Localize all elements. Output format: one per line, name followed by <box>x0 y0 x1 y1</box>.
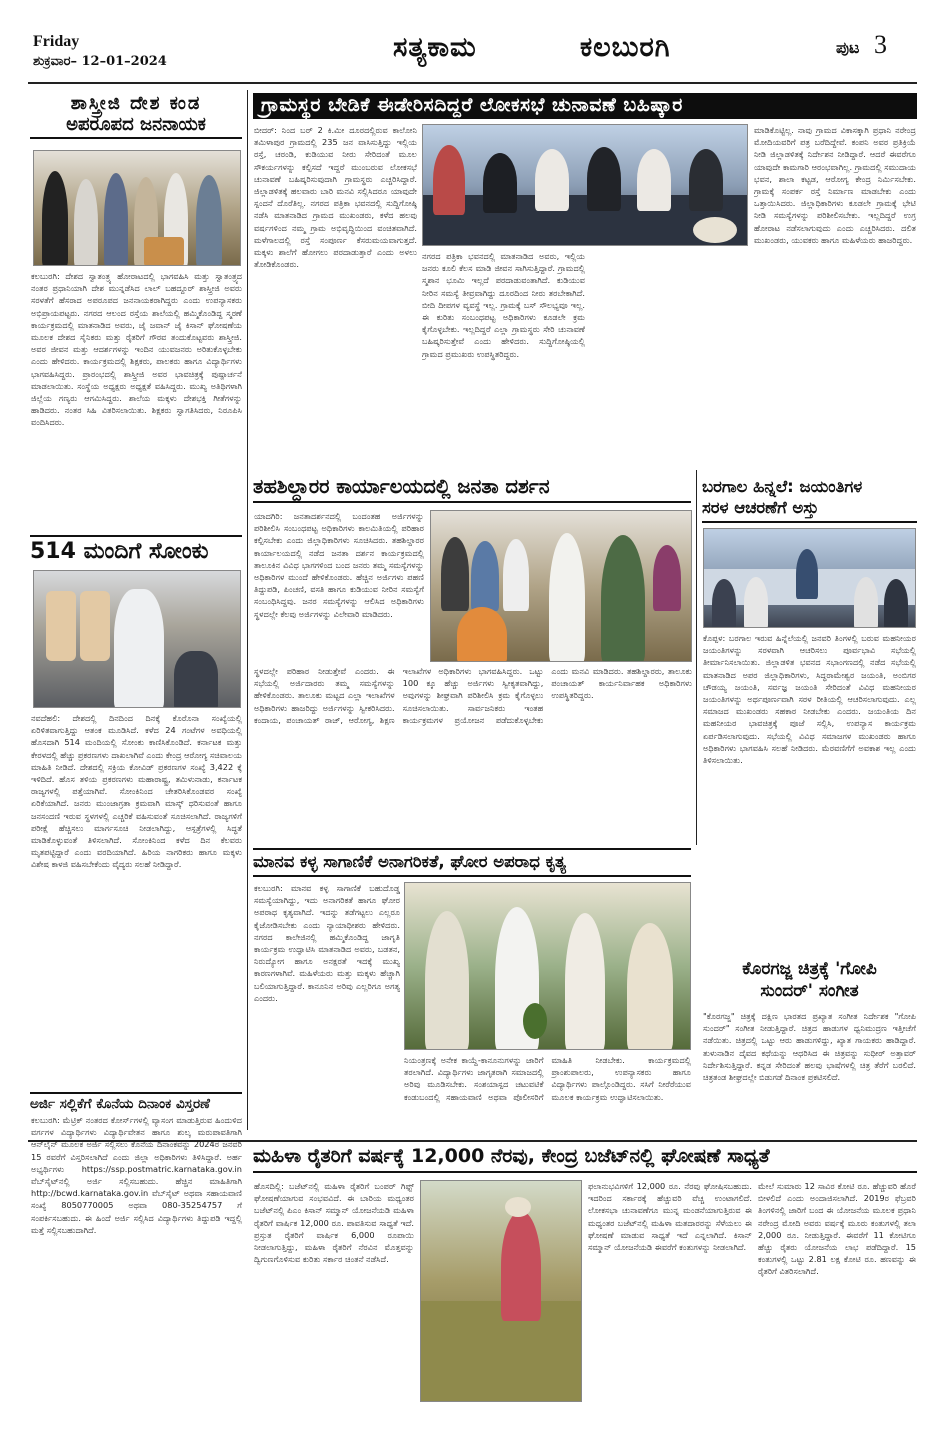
boycott-body-left: ಬೀದರ್: ನಿಂದ ಬರ್ 2 ಕಿ.ಮೀ ದೂರದಲ್ಲಿರುವ ಕಾಲೋನಿ ತಮಿಳಾಪುರ ಗ್ರಾಮದಲ್ಲಿ 235 ಜನ ವಾಸಿಸುತ್ತಿದ್ದು ಇಲ್ಲಿಯ ರಸ್ತೆ, ಚರಂಡಿ, ಕುಡಿಯುವ ನೀರು ಸೇರಿದಂತೆ ಮೂಲ ಸೌಕರ್ಯಗಳನ್ನು ಕಲ್ಪಿಸದೆ ಇದ್ದರೆ ಮುಂಬರುವ ಲೋಕಸಭೆ ಚುನಾವಣೆ ಬಹಿಷ್ಕರಿಸುವುದಾಗಿ ಗ್ರಾಮಸ್ಥರು ಎಚ್ಚರಿಸಿದ್ದಾರೆ. ಜಿಲ್ಲಾಡಳಿತಕ್ಕೆ ಹಲವಾರು ಬಾರಿ ಮನವಿ ಸಲ್ಲಿಸಿದರೂ ಯಾವುದೇ ಸ್ಪಂದನೆ ದೊರೆತಿಲ್ಲ. ನಗರದ ಪತ್ರಿಕಾ ಭವನದಲ್ಲಿ ಸುದ್ದಿಗೋಷ್ಠಿ ನಡೆಸಿ ಮಾತನಾಡಿದ ಗ್ರಾಮದ ಮುಖಂಡರು, ಕಳೆದ ಹಲವು ವರ್ಷಗಳಿಂದ ನಮ್ಮ ಗ್ರಾಮ ಅಭಿವೃದ್ಧಿಯಿಂದ ವಂಚಿತವಾಗಿದೆ. ಮಳೆಗಾಲದಲ್ಲಿ ರಸ್ತೆ ಸಂಪೂರ್ಣ ಕೆಸರುಮಯವಾಗುತ್ತದೆ. ಮಕ್ಕಳು ಶಾಲೆಗೆ ಹೋಗಲು ಪರದಾಡುತ್ತಾರೆ ಎಂದು ಅಳಲು ತೋಡಿಕೊಂಡರು. <box>254 125 417 270</box>
gopi-headline <box>702 958 917 1002</box>
covid-headline: 514 ಮಂದಿಗೆ ಸೋಂಕು <box>30 535 242 564</box>
gopi-headline-line2: ಸುಂದರ್' ಸಂಗೀತ <box>760 981 859 1002</box>
trafficking-body-right: ನಿಯಂತ್ರಣಕ್ಕೆ ಅನೇಕ ಕಾಯ್ದೆ-ಕಾನೂನುಗಳನ್ನು ಜಾರಿಗೆ ತರಲಾಗಿದೆ. ವಿದ್ಯಾರ್ಥಿಗಳು ಜಾಗೃತರಾಗಿ ಸಮಾಜದಲ್ಲಿ ಅರಿವು ಮೂಡಿಸಬೇಕು. ಸಂಶಯಾಸ್ಪದ ಚಟುವಟಿಕೆ ಕಂಡುಬಂದಲ್ಲಿ ಸಹಾಯವಾಣಿ ಅಥವಾ ಪೊಲೀಸರಿಗೆ ಮಾಹಿತಿ ನೀಡಬೇಕು. ಕಾರ್ಯಕ್ರಮದಲ್ಲಿ ಪ್ರಾಂಶುಪಾಲರು, ಉಪನ್ಯಾಸಕರು ಹಾಗೂ ವಿದ್ಯಾರ್ಥಿಗಳು ಪಾಲ್ಗೊಂಡಿದ್ದರು. ಸಸಿಗೆ ನೀರೆರೆಯುವ ಮೂಲಕ ಕಾರ್ಯಕ್ರಮ ಉದ್ಘಾಟಿಸಲಾಯಿತು. <box>404 1055 691 1102</box>
trafficking-headline: ಮಾನವ ಕಳ್ಳ ಸಾಗಾಣಿಕೆ ಅನಾಗರಿಕತೆ, ಘೋರ ಅಪರಾಧ ಕೃತ್ಯ <box>253 848 691 877</box>
newspaper-name: ಸತ್ಯಕಾಮ <box>393 32 477 63</box>
boycott-body-right: ಮಾಡಿಕೊಟ್ಟಿಲ್ಲ. ನಾವು ಗ್ರಾಮದ ವಿಕಾಸಕ್ಕಾಗಿ ಪ್ರಧಾನಿ ನರೇಂದ್ರ ಮೋದಿಯವರಿಗೆ ಪತ್ರ ಬರೆದಿದ್ದೇವೆ. ಕಂಪನಿ ಅವರ ಪ್ರತಿಕ್ರಿಯೆ ನೀಡಿ ಜಿಲ್ಲಾಡಳಿತಕ್ಕೆ ನಿರ್ದೇಶನ ನೀಡಿದ್ದಾರೆ. ಆದರೆ ಈವರೆಗೂ ಯಾವುದೇ ಕಾಮಗಾರಿ ಆರಂಭವಾಗಿಲ್ಲ. ಗ್ರಾಮದಲ್ಲಿ ಸಮುದಾಯ ಭವನ, ಶಾಲಾ ಕಟ್ಟಡ, ಆರೋಗ್ಯ ಕೇಂದ್ರ ನಿರ್ಮಿಸಬೇಕು. ಗ್ರಾಮಕ್ಕೆ ಸಂಪರ್ಕ ರಸ್ತೆ ನಿರ್ಮಾಣ ಮಾಡಬೇಕು ಎಂದು ಒತ್ತಾಯಿಸಿದರು. ಜಿಲ್ಲಾಧಿಕಾರಿಗಳು ಕೂಡಲೇ ಗ್ರಾಮಕ್ಕೆ ಭೇಟಿ ನೀಡಿ ಸಮಸ್ಯೆಗಳನ್ನು ಪರಿಶೀಲಿಸಬೇಕು. ಇಲ್ಲದಿದ್ದರೆ ಉಗ್ರ ಹೋರಾಟ ನಡೆಸಲಾಗುವುದು ಎಂದು ಎಚ್ಚರಿಸಿದರು. ದಲಿತ ಮುಖಂಡರು, ಯುವಕರು ಹಾಗೂ ಮಹಿಳೆಯರು ಹಾಜರಿದ್ದರು. <box>754 125 916 245</box>
women-farmers-body-mid: ಫಲಾನುಭವಿಗಳಿಗೆ 12,000 ರೂ. ನೆರವು ಘೋಷಿಸಬಹುದು. ಇದರಿಂದ ಸರ್ಕಾರಕ್ಕೆ ಹೆಚ್ಚುವರಿ ವೆಚ್ಚ ಉಂಟಾಗಲಿದೆ. ಲೋಕಸಭಾ ಚುನಾವಣೆಗೂ ಮುನ್ನ ಮಂಡನೆಯಾಗುತ್ತಿರುವ ಈ ಮಧ್ಯಂತರ ಬಜೆಟ್‌ನಲ್ಲಿ ಮಹಿಳಾ ಮತದಾರರನ್ನು ಸೆಳೆಯಲು ಈ ಘೋಷಣೆ ಮಾಡುವ ಸಾಧ್ಯತೆ ಇದೆ ಎನ್ನಲಾಗಿದೆ. ಕಿಸಾನ್ ಸಮ್ಮಾನ್ ಯೋಜನೆಯಡಿ ಈವರೆಗೆ ಕಂತುಗಳನ್ನು ನೀಡಲಾಗಿದೆ. <box>588 1181 752 1253</box>
hostel-headline: ಅರ್ಜಿ ಸಲ್ಲಿಕೆಗೆ ಕೊನೆಯ ದಿನಾಂಕ ವಿಸ್ತರಣೆ <box>30 1092 242 1113</box>
covid-body: ನವದೆಹಲಿ: ದೇಶದಲ್ಲಿ ದಿನದಿಂದ ದಿನಕ್ಕೆ ಕೊರೊನಾ ಸಂಖ್ಯೆಯಲ್ಲಿ ಏರಿಳಿತವಾಗುತ್ತಿದ್ದು ಆತಂಕ ಮೂಡಿಸಿದೆ. ಕಳೆದ 24 ಗಂಟೆಗಳ ಅವಧಿಯಲ್ಲಿ ಹೊಸದಾಗಿ 514 ಮಂದಿಯಲ್ಲಿ ಸೋಂಕು ಕಾಣಿಸಿಕೊಂಡಿದೆ. ಕರ್ನಾಟಕ ಮತ್ತು ಕೇರಳದಲ್ಲಿ ಹೆಚ್ಚು ಪ್ರಕರಣಗಳು ದಾಖಲಾಗಿವೆ ಎಂದು ಕೇಂದ್ರ ಆರೋಗ್ಯ ಸಚಿವಾಲಯ ಮಾಹಿತಿ ನೀಡಿದೆ. ದೇಶದಲ್ಲಿ ಸಕ್ರಿಯ ಕೋವಿಡ್ ಪ್ರಕರಣಗಳ ಸಂಖ್ಯೆ 3,422 ಕ್ಕೆ ಇಳಿದಿದೆ. ಹೊಸ ತಳಿಯ ಪ್ರಕರಣಗಳು ಮಹಾರಾಷ್ಟ್ರ, ತಮಿಳುನಾಡು, ಕರ್ನಾಟಕ ರಾಜ್ಯಗಳಲ್ಲಿ ಪತ್ತೆಯಾಗಿವೆ. ಸೋಂಕಿನಿಂದ ಚೇತರಿಸಿಕೊಂಡವರ ಸಂಖ್ಯೆ ಏರಿಕೆಯಾಗಿದೆ. ಜನರು ಮುಂಜಾಗ್ರತಾ ಕ್ರಮವಾಗಿ ಮಾಸ್ಕ್ ಧರಿಸುವಂತೆ ಹಾಗೂ ಜನಸಂದಣಿ ಇರುವ ಸ್ಥಳಗಳಲ್ಲಿ ಎಚ್ಚರಿಕೆ ವಹಿಸುವಂತೆ ಸೂಚಿಸಲಾಗಿದೆ. ರಾಜ್ಯಗಳಿಗೆ ಪರೀಕ್ಷೆ ಹೆಚ್ಚಿಸಲು ಮಾರ್ಗಸೂಚಿ ನೀಡಲಾಗಿದ್ದು, ಆಸ್ಪತ್ರೆಗಳಲ್ಲಿ ಸಿದ್ಧತೆ ಮಾಡಿಕೊಳ್ಳುವಂತೆ ತಿಳಿಸಲಾಗಿದೆ. ಸೋಂಕಿನಿಂದ ಕಳೆದ ದಿನ ಕೆಲವರು ಮೃತಪಟ್ಟಿದ್ದಾರೆ ಎಂದು ವರದಿಯಾಗಿದೆ. ಹಿರಿಯ ನಾಗರಿಕರು ಹಾಗೂ ಮಕ್ಕಳು ವಿಶೇಷ ಕಾಳಜಿ ವಹಿಸಬೇಕೆಂದು ವೈದ್ಯರು ಸಲಹೆ ನೀಡಿದ್ದಾರೆ. <box>31 713 242 870</box>
tahsildar-body-bottom: ಸ್ಥಳದಲ್ಲೇ ಪರಿಹಾರ ನೀಡುತ್ತೇವೆ ಎಂದರು. ಈ ಸಭೆಯಲ್ಲಿ ಅರ್ಜಿದಾರರು ತಮ್ಮ ಸಮಸ್ಯೆಗಳನ್ನು ಹೇಳಿಕೊಂಡರು. ತಾಲೂಕು ಮಟ್ಟದ ಎಲ್ಲಾ ಇಲಾಖೆಗಳ ಅಧಿಕಾರಿಗಳು ಹಾಜರಿದ್ದು ಅರ್ಜಿಗಳನ್ನು ಸ್ವೀಕರಿಸಿದರು. ಕಂದಾಯ, ಪಂಚಾಯತ್ ರಾಜ್, ಆರೋಗ್ಯ, ಶಿಕ್ಷಣ ಇಲಾಖೆಗಳ ಅಧಿಕಾರಿಗಳು ಭಾಗವಹಿಸಿದ್ದರು. ಒಟ್ಟು 100 ಕ್ಕೂ ಹೆಚ್ಚು ಅರ್ಜಿಗಳು ಸ್ವೀಕೃತವಾಗಿದ್ದು, ಅವುಗಳನ್ನು ಶೀಘ್ರವಾಗಿ ಪರಿಶೀಲಿಸಿ ಕ್ರಮ ಕೈಗೊಳ್ಳಲು ಸೂಚಿಸಲಾಯಿತು. ಸಾರ್ವಜನಿಕರು ಇಂತಹ ಕಾರ್ಯಕ್ರಮಗಳ ಪ್ರಯೋಜನ ಪಡೆದುಕೊಳ್ಳಬೇಕು ಎಂದು ಮನವಿ ಮಾಡಿದರು. ತಹಶಿಲ್ದಾರರು, ತಾಲೂಕು ಪಂಚಾಯತ್ ಕಾರ್ಯನಿರ್ವಾಹಕ ಅಧಿಕಾರಿಗಳು ಉಪಸ್ಥಿತರಿದ್ದರು. <box>254 666 692 725</box>
jayanti-photo <box>703 528 916 628</box>
jayanti-body: ಕೊಪ್ಪಳ: ಬರಗಾಲ ಇರುವ ಹಿನ್ನೆಲೆಯಲ್ಲಿ ಜನವರಿ ತಿಂಗಳಲ್ಲಿ ಬರುವ ಮಹನೀಯರ ಜಯಂತಿಗಳನ್ನು ಸರಳವಾಗಿ ಆಚರಿಸಲು ಪೂರ್ವಭಾವಿ ಸಭೆಯಲ್ಲಿ ತೀರ್ಮಾನಿಸಲಾಯಿತು. ಜಿಲ್ಲಾಡಳಿತ ಭವನದ ಸಭಾಂಗಣದಲ್ಲಿ ನಡೆದ ಸಭೆಯಲ್ಲಿ ಮಾತನಾಡಿದ ಅಪರ ಜಿಲ್ಲಾಧಿಕಾರಿಗಳು, ಸಿದ್ಧರಾಮೇಶ್ವರ ಜಯಂತಿ, ಅಂಬಿಗರ ಚೌಡಯ್ಯ ಜಯಂತಿ, ಸರ್ವಜ್ಞ ಜಯಂತಿ ಸೇರಿದಂತೆ ವಿವಿಧ ಮಹನೀಯರ ಜಯಂತಿಗಳನ್ನು ಅರ್ಥಪೂರ್ಣವಾಗಿ ಸರಳ ರೀತಿಯಲ್ಲಿ ಆಚರಿಸಲಾಗುವುದು. ಎಲ್ಲ ಸಮಾಜದ ಮುಖಂಡರು ಸಹಕಾರ ನೀಡಬೇಕು ಎಂದರು. ಜಯಂತಿಯ ದಿನ ಮಹನೀಯರ ಭಾವಚಿತ್ರಕ್ಕೆ ಪೂಜೆ ಸಲ್ಲಿಸಿ, ಉಪನ್ಯಾಸ ಕಾರ್ಯಕ್ರಮ ಏರ್ಪಡಿಸಲಾಗುವುದು. ಸಭೆಯಲ್ಲಿ ವಿವಿಧ ಸಮಾಜಗಳ ಮುಖಂಡರು ಹಾಗೂ ಅಧಿಕಾರಿಗಳು ಭಾಗವಹಿಸಿ ಸಲಹೆ ನೀಡಿದರು. ಮೆರವಣಿಗೆಗೆ ಅವಕಾಶ ಇಲ್ಲ ಎಂದು ತಿಳಿಸಲಾಯಿತು. <box>703 633 916 766</box>
women-farmers-body-left: ಹೊಸದಿಲ್ಲಿ: ಬಜೆಟ್‌ನಲ್ಲಿ ಮಹಿಳಾ ರೈತರಿಗೆ ಬಂಪರ್ ಗಿಫ್ಟ್ ಘೋಷಣೆಯಾಗುವ ಸಂಭವವಿದೆ. ಈ ಬಾರಿಯ ಮಧ್ಯಂತರ ಬಜೆಟ್‌ನಲ್ಲಿ ಪಿಎಂ ಕಿಸಾನ್ ಸಮ್ಮಾನ್ ಯೋಜನೆಯಡಿ ಮಹಿಳಾ ರೈತರಿಗೆ ವಾರ್ಷಿಕ 12,000 ರೂ. ಪಾವತಿಸುವ ಸಾಧ್ಯತೆ ಇದೆ. ಪ್ರಸ್ತುತ ರೈತರಿಗೆ ವಾರ್ಷಿಕ 6,000 ರೂಪಾಯಿ ನೀಡಲಾಗುತ್ತಿದ್ದು, ಮಹಿಳಾ ರೈತರಿಗೆ ನೆರವಿನ ಮೊತ್ತವನ್ನು ದ್ವಿಗುಣಗೊಳಿಸುವ ಕುರಿತು ಸರ್ಕಾರ ಚಿಂತನೆ ನಡೆಸಿದೆ. <box>254 1181 414 1265</box>
gopi-headline-line1: ಕೊರಗಜ್ಜ ಚಿತ್ರಕ್ಕೆ 'ಗೋಪಿ <box>742 959 877 979</box>
shastri-headline <box>30 94 242 139</box>
jayanti-headline-line2: ಸರಳ ಆಚರಣೆಗೆ ಅಸ್ತು <box>702 498 819 518</box>
shastri-body: ಕಲಬುರಗಿ: ದೇಶದ ಸ್ವಾತಂತ್ರ್ಯ ಹೋರಾಟದಲ್ಲಿ ಭಾಗವಹಿಸಿ ಮತ್ತು ಸ್ವಾತಂತ್ರ್ಯದ ನಂತರ ಪ್ರಧಾನಿಯಾಗಿ ದೇಶ ಮುನ್ನಡೆಸಿದ ಲಾಲ್ ಬಹದ್ದೂರ್ ಶಾಸ್ತ್ರೀಜಿ ಅವರು ಸರಳತೆಗೆ ಹೆಸರಾದ ಅಪರೂಪದ ಜನನಾಯಕರಾಗಿದ್ದರು ಎಂದು ಉಪನ್ಯಾಸಕರು ಅಭಿಪ್ರಾಯಪಟ್ಟರು. ನಗರದ ಆಲಂದ ರಸ್ತೆಯ ಶಾಲೆಯಲ್ಲಿ ಹಮ್ಮಿಕೊಂಡಿದ್ದ ಸ್ಮರಣೆ ಕಾರ್ಯಕ್ರಮದಲ್ಲಿ ಮಾತನಾಡಿದ ಅವರು, ಜೈ ಜವಾನ್ ಜೈ ಕಿಸಾನ್ ಘೋಷಣೆಯ ಮೂಲಕ ದೇಶದ ಸೈನಿಕರು ಮತ್ತು ರೈತರಿಗೆ ಗೌರವ ತಂದುಕೊಟ್ಟವರು ಶಾಸ್ತ್ರೀಜಿ. ಅವರ ಜೀವನ ಮತ್ತು ಆದರ್ಶಗಳನ್ನು ಇಂದಿನ ಯುವಜನರು ಅರಿತುಕೊಳ್ಳಬೇಕು ಎಂದು ಹೇಳಿದರು. ಕಾರ್ಯಕ್ರಮದಲ್ಲಿ ಶಿಕ್ಷಕರು, ಪಾಲಕರು ಹಾಗೂ ವಿದ್ಯಾರ್ಥಿಗಳು ಭಾಗವಹಿಸಿದ್ದರು. ಪ್ರಾರಂಭದಲ್ಲಿ ಶಾಸ್ತ್ರೀಜಿ ಅವರ ಭಾವಚಿತ್ರಕ್ಕೆ ಪುಷ್ಪಾರ್ಚನೆ ಮಾಡಲಾಯಿತು. ಸಂಸ್ಥೆಯ ಅಧ್ಯಕ್ಷರು ಅಧ್ಯಕ್ಷತೆ ವಹಿಸಿದ್ದರು. ಮುಖ್ಯ ಅತಿಥಿಗಳಾಗಿ ಜಿಲ್ಲೆಯ ಗಣ್ಯರು ಆಗಮಿಸಿದ್ದರು. ಶಾಲೆಯ ಮಕ್ಕಳು ದೇಶಭಕ್ತಿ ಗೀತೆಗಳನ್ನು ಹಾಡಿದರು. ನಂತರ ಸಿಹಿ ವಿತರಿಸಲಾಯಿತು. ಶಿಕ್ಷಕರು ಸ್ವಾಗತಿಸಿದರು, ನಿರೂಪಿಸಿ ವಂದಿಸಿದರು. <box>31 271 242 428</box>
shastri-headline-line2: ಅಪರೂಪದ ಜನನಾಯಕ <box>30 115 242 140</box>
covid-photo <box>33 570 241 708</box>
women-farmers-body-right: ಮೇಲೆ ಸುಮಾರು 12 ಸಾವಿರ ಕೋಟಿ ರೂ. ಹೆಚ್ಚುವರಿ ಹೊರೆ ಬೀಳಲಿದೆ ಎಂದು ಅಂದಾಜಿಸಲಾಗಿದೆ. 2019ರ ಫೆಬ್ರವರಿ ತಿಂಗಳಿನಲ್ಲಿ ಜಾರಿಗೆ ಬಂದ ಈ ಯೋಜನೆಯ ಮೂಲಕ ಪ್ರಧಾನಿ ನರೇಂದ್ರ ಮೋದಿ ಅವರು ವರ್ಷಕ್ಕೆ ಮೂರು ಕಂತುಗಳಲ್ಲಿ ತಲಾ 2,000 ರೂ. ನೀಡುತ್ತಿದ್ದಾರೆ. ಈವರೆಗೆ 11 ಕೋಟಿಗೂ ಹೆಚ್ಚು ರೈತರು ಯೋಜನೆಯ ಲಾಭ ಪಡೆದಿದ್ದಾರೆ. 15 ಕಂತುಗಳಲ್ಲಿ ಒಟ್ಟು 2.81 ಲಕ್ಷ ಕೋಟಿ ರೂ. ಹಣವನ್ನು ಈ ರೈತರಿಗೆ ವಿತರಿಸಲಾಗಿದೆ. <box>758 1181 916 1277</box>
masthead-rule <box>28 82 917 84</box>
jayanti-headline <box>702 476 917 523</box>
women-farmers-headline: ಮಹಿಳಾ ರೈತರಿಗೆ ವರ್ಷಕ್ಕೆ 12,000 ನೆರವು, ಕೇಂದ್ರ ಬಜೆಟ್‌ನಲ್ಲಿ ಘೋಷಣೆ ಸಾಧ್ಯತೆ <box>253 1146 917 1173</box>
boycott-body-mid: ನಗರದ ಪತ್ರಿಕಾ ಭವನದಲ್ಲಿ ಮಾತನಾಡಿದ ಅವರು, ಇಲ್ಲಿಯ ಜನರು ಕೂಲಿ ಕೆಲಸ ಮಾಡಿ ಜೀವನ ಸಾಗಿಸುತ್ತಿದ್ದಾರೆ. ಗ್ರಾಮದಲ್ಲಿ ಸ್ಮಶಾನ ಭೂಮಿ ಇಲ್ಲದೆ ಪರದಾಡುವಂತಾಗಿದೆ. ಕುಡಿಯುವ ನೀರಿನ ಸಮಸ್ಯೆ ತೀವ್ರವಾಗಿದ್ದು ದೂರದಿಂದ ನೀರು ತರಬೇಕಾಗಿದೆ. ಬೀದಿ ದೀಪಗಳ ವ್ಯವಸ್ಥೆ ಇಲ್ಲ. ಗ್ರಾಮಕ್ಕೆ ಬಸ್ ಸೌಲಭ್ಯವೂ ಇಲ್ಲ. ಈ ಕುರಿತು ಸಂಬಂಧಪಟ್ಟ ಅಧಿಕಾರಿಗಳು ಕೂಡಲೇ ಕ್ರಮ ಕೈಗೊಳ್ಳಬೇಕು. ಇಲ್ಲದಿದ್ದರೆ ಎಲ್ಲಾ ಗ್ರಾಮಸ್ಥರು ಸೇರಿ ಚುನಾವಣೆ ಬಹಿಷ್ಕರಿಸುತ್ತೇವೆ ಎಂದು ಹೇಳಿದರು. ಸುದ್ದಿಗೋಷ್ಠಿಯಲ್ಲಿ ಗ್ರಾಮದ ಪ್ರಮುಖರು ಉಪಸ್ಥಿತರಿದ್ದರು. <box>422 251 585 359</box>
trafficking-photo <box>404 882 691 1050</box>
trafficking-body-left: ಕಲಬುರಗಿ: ಮಾನವ ಕಳ್ಳ ಸಾಗಾಣಿಕೆ ಬಹುದೊಡ್ಡ ಸಮಸ್ಯೆಯಾಗಿದ್ದು, ಇದು ಅನಾಗರಿಕತೆ ಹಾಗೂ ಘೋರ ಅಪರಾಧ ಕೃತ್ಯವಾಗಿದೆ. ಇದನ್ನು ತಡೆಗಟ್ಟಲು ಎಲ್ಲರೂ ಕೈಜೋಡಿಸಬೇಕು ಎಂದು ನ್ಯಾಯಾಧೀಶರು ಹೇಳಿದರು. ನಗರದ ಕಾಲೇಜಿನಲ್ಲಿ ಹಮ್ಮಿಕೊಂಡಿದ್ದ ಜಾಗೃತಿ ಕಾರ್ಯಕ್ರಮ ಉದ್ಘಾಟಿಸಿ ಮಾತನಾಡಿದ ಅವರು, ಬಡತನ, ನಿರುದ್ಯೋಗ ಹಾಗೂ ಅನಕ್ಷರತೆ ಇದಕ್ಕೆ ಮುಖ್ಯ ಕಾರಣಗಳಾಗಿವೆ. ಮಹಿಳೆಯರು ಮತ್ತು ಮಕ್ಕಳು ಹೆಚ್ಚಾಗಿ ಬಲಿಯಾಗುತ್ತಿದ್ದಾರೆ. ಕಾನೂನಿನ ಅರಿವು ಎಲ್ಲರಿಗೂ ಅಗತ್ಯ ಎಂದರು. <box>254 883 400 1003</box>
page-label: ಪುಟ <box>836 38 860 57</box>
gopi-body: "ಕೊರಗಜ್ಜ" ಚಿತ್ರಕ್ಕೆ ದಕ್ಷಿಣ ಭಾರತದ ಪ್ರಖ್ಯಾತ ಸಂಗೀತ ನಿರ್ದೇಶಕ "ಗೋಪಿ ಸುಂದರ್" ಸಂಗೀತ ನೀಡುತ್ತಿದ್ದಾರೆ. ಚಿತ್ರದ ಹಾಡುಗಳ ಧ್ವನಿಮುದ್ರಣ ಇತ್ತೀಚೆಗೆ ನಡೆಯಿತು. ಚಿತ್ರದಲ್ಲಿ ಒಟ್ಟು ಆರು ಹಾಡುಗಳಿದ್ದು, ಖ್ಯಾತ ಗಾಯಕರು ಹಾಡಿದ್ದಾರೆ. ತುಳುನಾಡಿನ ದೈವದ ಕಥೆಯನ್ನು ಆಧರಿಸಿದ ಈ ಚಿತ್ರವನ್ನು ಸುಧೀರ್ ಅತ್ತಾವರ್ ನಿರ್ದೇಶಿಸುತ್ತಿದ್ದಾರೆ. ಕನ್ನಡ ಸೇರಿದಂತೆ ಹಲವು ಭಾಷೆಗಳಲ್ಲಿ ಚಿತ್ರ ತೆರೆಗೆ ಬರಲಿದೆ. ಚಿತ್ರತಂಡ ಶೀಘ್ರದಲ್ಲೇ ಬಿಡುಗಡೆ ದಿನಾಂಕ ಪ್ರಕಟಿಸಲಿದೆ. <box>703 1011 916 1083</box>
column-divider <box>696 470 697 845</box>
tahsildar-photo <box>430 510 692 662</box>
women-farmers-photo <box>420 1180 582 1402</box>
boycott-photo <box>422 124 748 246</box>
shastri-headline-line1: ಶಾಸ್ತ್ರೀಜಿ ದೇಶ ಕಂಡ <box>70 93 202 114</box>
tahsildar-headline: ತಹಶಿಲ್ದಾರರ ಕಾರ್ಯಾಲಯದಲ್ಲಿ ಜನತಾ ದರ್ಶನ <box>253 476 691 503</box>
masthead-date: ಶುಕ್ರವಾರ– 12–01–2024 <box>33 54 167 69</box>
tahsildar-body-top: ಯಾದಗಿರಿ: ಜನತಾದರ್ಶನದಲ್ಲಿ ಬಂದಂತಹ ಅರ್ಜಿಗಳನ್ನು ಪರಿಶೀಲಿಸಿ ಸಂಬಂಧಪಟ್ಟ ಅಧಿಕಾರಿಗಳು ಕಾಲಮಿತಿಯಲ್ಲಿ ಪರಿಹಾರ ಕಲ್ಪಿಸಬೇಕು ಎಂದು ಜಿಲ್ಲಾಧಿಕಾರಿಗಳು ಸೂಚಿಸಿದರು. ತಹಶಿಲ್ದಾರರ ಕಾರ್ಯಾಲಯದಲ್ಲಿ ನಡೆದ ಜನತಾ ದರ್ಶನ ಕಾರ್ಯಕ್ರಮದಲ್ಲಿ ತಾಲೂಕಿನ ವಿವಿಧ ಭಾಗಗಳಿಂದ ಬಂದ ಜನರು ತಮ್ಮ ಸಮಸ್ಯೆಗಳನ್ನು ಅಧಿಕಾರಿಗಳ ಮುಂದೆ ಹೇಳಿಕೊಂಡರು. ಹೆಚ್ಚಿನ ಅರ್ಜಿಗಳು ಪಹಣಿ ತಿದ್ದುಪಡಿ, ಪಿಂಚಣಿ, ವಸತಿ ಹಾಗೂ ಕುಡಿಯುವ ನೀರಿನ ಸಮಸ್ಯೆಗೆ ಸಂಬಂಧಿಸಿದ್ದವು. ಜನರ ಸಮಸ್ಯೆಗಳನ್ನು ಆಲಿಸಿದ ಅಧಿಕಾರಿಗಳು ಸ್ಥಳದಲ್ಲೇ ಕೆಲವು ಅರ್ಜಿಗಳನ್ನು ವಿಲೇವಾರಿ ಮಾಡಿದರು. <box>254 511 424 619</box>
shastri-photo <box>33 150 241 266</box>
page-number: 3 <box>874 30 887 59</box>
hostel-body: ಕಲಬುರಗಿ: ಮೆಟ್ರಿಕ್ ನಂತರದ ಕೋರ್ಸ್‌ಗಳಲ್ಲಿ ವ್ಯಾಸಂಗ ಮಾಡುತ್ತಿರುವ ಹಿಂದುಳಿದ ವರ್ಗಗಳ ವಿದ್ಯಾರ್ಥಿಗಳು ವಿದ್ಯಾರ್ಥಿವೇತನ ಹಾಗೂ ಶುಲ್ಕ ಮರುಪಾವತಿಗಾಗಿ ಆನ್‌ಲೈನ್ ಮೂಲಕ ಅರ್ಜಿ ಸಲ್ಲಿಸಲು ಕೊನೆಯ ದಿನಾಂಕವನ್ನು 2024ರ ಜನವರಿ 15 ರವರೆಗೆ ವಿಸ್ತರಿಸಲಾಗಿದೆ ಎಂದು ಜಿಲ್ಲಾ ಅಧಿಕಾರಿಗಳು ತಿಳಿಸಿದ್ದಾರೆ. ಅರ್ಹ ಅಭ್ಯರ್ಥಿಗಳು https://ssp.postmatric.karnataka.gov.in ವೆಬ್‌ಸೈಟ್‌ನಲ್ಲಿ ಅರ್ಜಿ ಸಲ್ಲಿಸಬಹುದು. ಹೆಚ್ಚಿನ ಮಾಹಿತಿಗಾಗಿ http://bcwd.karnataka.gov.in ವೆಬ್‌ಸೈಟ್ ಅಥವಾ ಸಹಾಯವಾಣಿ ಸಂಖ್ಯೆ 8050770005 ಅಥವಾ 080-35254757 ಗೆ ಸಂಪರ್ಕಿಸಬಹುದು. ಈ ಹಿಂದೆ ಅರ್ಜಿ ಸಲ್ಲಿಸಿದ ವಿದ್ಯಾರ್ಥಿಗಳು ತಿದ್ದುಪಡಿ ಇದ್ದಲ್ಲಿ ಮತ್ತೆ ಸಲ್ಲಿಸಬಹುದಾಗಿದೆ. <box>31 1115 242 1235</box>
edition-city: ಕಲಬುರಗಿ <box>580 32 671 63</box>
column-divider <box>247 90 248 1130</box>
masthead-day: Friday <box>33 33 80 50</box>
boycott-headline: ಗ್ರಾಮಸ್ಥರ ಬೇಡಿಕೆ ಈಡೇರಿಸದಿದ್ದರೆ ಲೋಕಸಭೆ ಚುನಾವಣೆ ಬಹಿಷ್ಕಾರ <box>253 93 917 119</box>
jayanti-headline-line1: ಬರಗಾಲ ಹಿನ್ನಲೆ: ಜಯಂತಿಗಳ <box>702 477 863 496</box>
